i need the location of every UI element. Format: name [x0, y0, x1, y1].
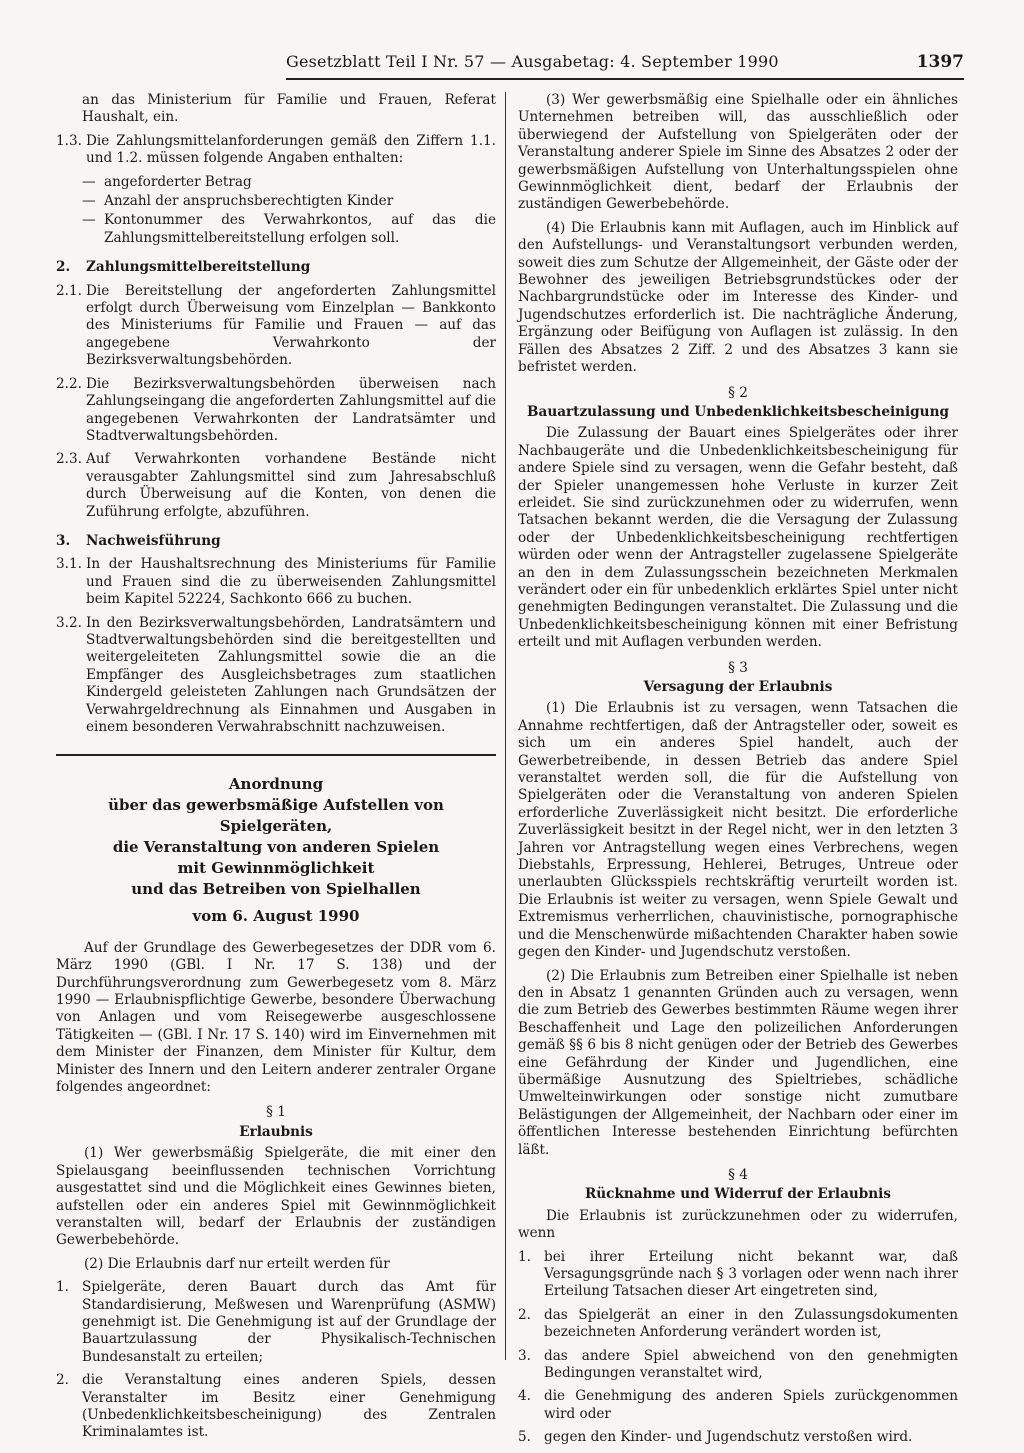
paragraph: (3) Wer gewerbsmäßig eine Spielhalle oder ein ähnliches Unternehmen betreiben will, das ausschließlich oder überwiegend der Aufstellung von Spielgeräten oder der Veranstaltung anderer Spiele im Sinne des Absatzes 2 oder der gewerbsmäßigen Aufstellung von Unterhaltungsspielen ohne Gewinnmöglichkeit dient, bedarf der Erlaubnis der zuständigen Gewerbebehörde.	[518, 92, 958, 213]
paragraph-title: Rücknahme und Widerruf der Erlaubnis	[585, 1186, 891, 1203]
item-number: 1.	[518, 1248, 531, 1265]
paragraph: (2) Die Erlaubnis zum Betreiben einer Spielhalle ist neben den in Absatz 1 genannten Gründen auch zu versagen, wenn die zum Betrieb des Gewerbes bestimmten Räume wegen ihrer Beschaffenheit und Lage den polizeilichen Anforderungen gemäß §§ 6 bis 8 nicht genügen oder der Betrieb des Gewerbes eine Gefährdung der Kinder und Jugendlichen, eine übermäßige Ausnutzung des Spieltriebes, schädliche Umwelteinwirkungen oder sonstige nicht zumutbare Belästigungen der Allgemeinheit, der Nachbarn oder einer im öffentlichen Interesse bestehenden Einrichtung befürchten läßt.	[518, 967, 958, 1158]
paragraph-title: Bauartzulassung und Unbedenklichkeitsbescheinigung	[527, 403, 949, 420]
item-number: 5.	[518, 1429, 531, 1446]
paragraph-number: § 2	[728, 384, 748, 401]
left-column	[56, 92, 496, 1448]
dash-text: Kontonummer des Verwahrkontos, auf das die Zahlungsmittelbereitstellung erfolgen soll.	[104, 212, 496, 246]
running-title: Gesetzblatt Teil I Nr. 57 — Ausgabetag: 4. September 1990	[286, 52, 779, 71]
list-item	[56, 1372, 496, 1442]
paragraph-number: § 3	[728, 659, 748, 676]
dash-mark: —	[82, 212, 96, 229]
page-number: 1397	[916, 52, 964, 72]
dash-text: angeforderter Betrag	[104, 173, 252, 190]
section-title: Nachweisführung	[86, 532, 221, 549]
paragraph: Die Zulassung der Bauart eines Spielgerätes oder ihrer Nachbaugeräte und die Unbedenklichkeitsbescheinigung für andere Spiele sind zu versagen, wenn die Gefahr besteht, daß der Spieler unangemessen hohe Verluste in kurzer Zeit erleidet. Sie sind zurückzunehmen oder zu widerrufen, wenn Tatsachen bekannt werden, die die Versagung der Zulassung oder der Unbedenklichkeitsbescheinigung rechtfertigen würden oder wenn der Antragsteller zugelassene Spielgeräte an den in dem Zulassungsschein bezeichneten Merkmalen verändert oder ein für unbedenklich erklärtes Spiel unter nicht genehmigten Bedingungen veranstaltet. Die Zulassung und die Unbedenklichkeitsbescheinigung können mit einer Befristung erteilt und mit Auflagen verbunden werden.	[518, 425, 958, 651]
title-line: und das Betreiben von Spielhallen	[131, 880, 421, 899]
paragraph-title: Versagung der Erlaubnis	[643, 679, 833, 695]
item-text: gegen den Kinder- und Jugendschutz verstoßen wird.	[544, 1429, 913, 1446]
list-item	[56, 451, 496, 521]
section-divider	[56, 754, 496, 756]
paragraph-number: § 1	[266, 1104, 286, 1121]
item-text: bei ihrer Erteilung nicht bekannt war, daß Versagungsgründe nach § 3 vorlagen oder wenn nach ihrer Erteilung Tatsachen dieser Art eingetreten sind,	[544, 1248, 958, 1300]
item-text: die Genehmigung des anderen Spiels zurückgenommen wird oder	[544, 1388, 958, 1422]
item-number: 2.3.	[56, 451, 82, 468]
dash-text: Anzahl der anspruchsberechtigten Kinder	[104, 193, 394, 210]
item-number: 3.1.	[56, 556, 82, 573]
dash-item	[82, 174, 496, 191]
item-number: 3.2.	[56, 614, 82, 631]
section-heading	[56, 533, 496, 550]
paragraph: an das Ministerium für Familie und Frauen, Referat Haushalt, ein.	[82, 92, 496, 126]
item-text: Auf Verwahrkonten vorhandene Bestände nicht verausgabter Zahlungsmittel sind zum Jahresabschluß durch Überweisung auf die Konten, von denen die Zuführung erfolgte, abzuführen.	[86, 451, 496, 520]
item-text: Die Zahlungsmittelanforderungen gemäß den Ziffern 1.1. und 1.2. müssen folgende Angaben enthalten:	[86, 132, 496, 167]
dash-item	[82, 212, 496, 247]
paragraph: (1) Die Erlaubnis ist zu versagen, wenn Tatsachen die Annahme rechtfertigen, daß der Antragsteller oder, soweit es sich um ein anderes Spiel handelt, auch der Gewerbetreibende, in dessen Betrieb das andere Spiel veranstaltet werden soll, die für die Aufstellung von Spielgeräten oder die Veranstaltung von anderen Spielen erforderliche Zuverlässigkeit nicht besitzt. Die erforderliche Zuverlässigkeit besitzt in der Regel nicht, wer in den letzten 3 Jahren vor Antragstellung wegen eines Verbrechens, wegen Diebstahls, Erpressung, Hehlerei, Betruges, Untreue oder unerlaubten Glücksspiels rechtskräftig verurteilt worden ist. Die Erlaubnis ist weiter zu versagen, wenn Spiele Gewalt und Extremismus verherrlichen, chauvinistische, pornographische und die Menschenwürde mißachtenden Charakter haben sowie gegen den Kinder- und Jugendschutz verstoßen.	[518, 700, 958, 961]
list-item	[518, 1307, 958, 1342]
dash-mark: —	[82, 173, 96, 190]
paragraph: (1) Wer gewerbsmäßig Spielgeräte, die mit einer den Spielausgang beeinflussenden technischen Vorrichtung ausgestattet sind und die Möglichkeit eines Gewinnes bieten, aufstellen oder ein anderes Spiel mit Gewinnmöglichkeit veranstalten will, bedarf der Erlaubnis der zuständigen Gewerbebehörde.	[56, 1145, 496, 1249]
paragraph: (4) Die Erlaubnis kann mit Auflagen, auch im Hinblick auf den Aufstellungs- und Veranstaltungsort verbunden werden, soweit dies zum Schutze der Allgemeinheit, der Gäste oder der Bewohner des jeweiligen Betriebsgrundstückes oder der Nachbargrundstücke oder im Interesse des Kinder- und Jugendschutzes erforderlich ist. Die nachträgliche Änderung, Ergänzung oder Beifügung von Auflagen ist zulässig. In den Fällen des Absatzes 2 Ziff. 2 und des Absatzes 3 kann sie befristet werden.	[518, 219, 958, 376]
dash-mark: —	[82, 193, 96, 210]
title-line: über das gewerbsmäßige Aufstellen von Spielgeräten,	[108, 796, 444, 836]
list-item	[518, 1348, 958, 1383]
running-header	[286, 52, 964, 80]
item-text: das Spielgerät an einer in den Zulassungsdokumenten bezeichneten Anforderung verändert worden ist,	[544, 1306, 958, 1341]
item-number: 1.	[56, 1279, 69, 1296]
list-item	[518, 1429, 958, 1446]
section-number: 3.	[56, 532, 71, 549]
dash-item	[82, 193, 496, 210]
item-text: die Veranstaltung eines anderen Spiels, dessen Veranstalter im Besitz einer Genehmigung (Unbedenklichkeitsbescheinigung) des Zentralen Kriminalamtes ist.	[82, 1372, 496, 1441]
section-heading	[56, 259, 496, 276]
list-item	[56, 1279, 496, 1366]
document-title	[56, 774, 496, 900]
item-number: 3.	[518, 1347, 531, 1364]
item-text: Die Bezirksverwaltungsbehörden überweisen nach Zahlungseingang die angeforderten Zahlungsmittel auf die angegebenen Verwahrkonten der Landratsämter und Stadtverwaltungsbehörden.	[86, 375, 496, 444]
item-number: 2.	[518, 1306, 531, 1323]
document-date: vom 6. August 1990	[192, 907, 360, 926]
title-line: die Veranstaltung von anderen Spielen	[112, 838, 440, 857]
paragraph: Die Erlaubnis ist zurückzunehmen oder zu widerrufen, wenn	[518, 1207, 958, 1242]
paragraph-title: Erlaubnis	[239, 1123, 313, 1140]
title-line: Anordnung	[228, 775, 324, 794]
item-text: das andere Spiel abweichend von den genehmigten Bedingungen veranstaltet wird,	[544, 1347, 958, 1382]
item-number: 2.	[56, 1372, 69, 1389]
list-item	[518, 1388, 958, 1423]
item-number: 2.2.	[56, 375, 82, 392]
item-number: 4.	[518, 1388, 531, 1405]
item-text: Spielgeräte, deren Bauart durch das Amt für Standardisierung, Meßwesen und Warenprüfung (ASMW) genehmigt ist. Die Genehmigung ist auf der Grundlage der Bauartzulassung der Physikalisch-Technischen Bundesanstalt zu erteilen;	[82, 1279, 496, 1365]
list-item	[56, 283, 496, 370]
right-column	[518, 92, 958, 1453]
item-text: In der Haushaltsrechnung des Ministeriums für Familie und Frauen sind die zu überweisenden Zahlungsmittel beim Kapitel 52224, Sachkonto 666 zu buchen.	[86, 556, 496, 608]
title-line: mit Gewinnmöglichkeit	[177, 859, 375, 878]
list-item	[56, 133, 496, 168]
item-text: In den Bezirksverwaltungsbehörden, Landratsämtern und Stadtverwaltungsbehörden sind die bereitgestellten und weitergeleiteten Zahlungsmittel sowie die an die Empfänger des Ausgleichsbetrages zum staatlichen Kindergeld geleisteten Zahlungen nach Grundsätzen der Verwahrgeldrechnung als Einnahmen und Ausgaben in einem besonderen Verwahrabschnitt nachzuweisen.	[86, 614, 496, 735]
preamble: Auf der Grundlage des Gewerbegesetzes der DDR vom 6. März 1990 (GBl. I Nr. 17 S. 138) und der Durchführungsverordnung zum Gewerbegesetz vom 8. März 1990 — Erlaubnispflichtige Gewerbe, besondere Überwachung von Anlagen und vom Reisegewerbe ausgeschlossene Tätigkeiten — (GBl. I Nr. 17 S. 140) wird im Einvernehmen mit dem Minister der Finanzen, dem Minister für Kultur, dem Minister des Innern und den Leitern anderer zentraler Organe folgendes angeordnet:	[56, 939, 496, 1096]
list-item	[56, 615, 496, 737]
column-divider	[505, 92, 506, 1360]
item-number: 1.3.	[56, 132, 82, 149]
paragraph-number: § 4	[728, 1166, 748, 1183]
list-item	[56, 556, 496, 608]
item-text: Die Bereitstellung der angeforderten Zahlungsmittel erfolgt durch Überweisung vom Einzelplan — Bankkonto des Ministeriums für Familie und Frauen — auf das angegebene Verwahrkonto der Bezirksverwaltungsbehörden.	[86, 282, 496, 369]
list-item	[56, 376, 496, 446]
paragraph: (2) Die Erlaubnis darf nur erteilt werden für	[84, 1255, 390, 1272]
section-number: 2.	[56, 259, 71, 276]
item-number: 2.1.	[56, 282, 82, 299]
list-item	[518, 1249, 958, 1301]
section-title: Zahlungsmittelbereitstellung	[86, 259, 311, 276]
